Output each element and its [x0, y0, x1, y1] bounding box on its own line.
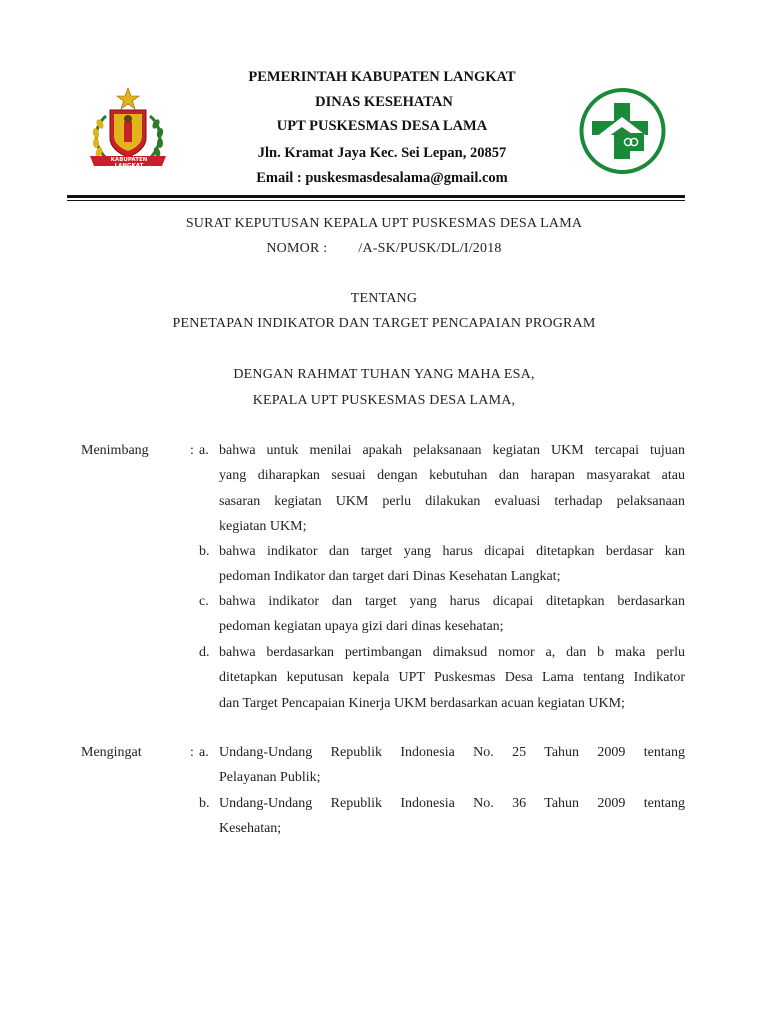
item-line: Kesehatan; — [219, 821, 282, 837]
letterhead-government: PEMERINTAH KABUPATEN LANGKAT — [248, 69, 516, 85]
letterhead-address: Jln. Kramat Jaya Kec. Sei Lepan, 20857 — [257, 145, 507, 161]
item-line: pedoman kegiatan upaya gizi dari dinas kesehatan; — [219, 619, 504, 635]
item-letter: a. — [199, 745, 209, 760]
item-line: yang diharapkan sesuai dengan kebutuhan dan harapan masyarakat atau — [219, 468, 685, 484]
letterhead-agency: DINAS KESEHATAN — [315, 94, 453, 110]
item-line: bahwa indikator dan target yang harus dicapai ditetapkan berdasar kan — [219, 544, 685, 559]
item-line: dan Target Pencapaian Kinerja UKM berdasarkan acuan kegiatan UKM; — [219, 695, 625, 711]
letterhead-unit: UPT PUSKESMAS DESA LAMA — [276, 118, 488, 134]
decree-number-value: /A-SK/PUSK/DL/I/2018 — [358, 241, 502, 256]
item-line: Undang-Undang Republik Indonesia No. 25 Tahun 2009 tentang — [219, 745, 685, 760]
item-letter: d. — [199, 645, 210, 660]
item-line: Undang-Undang Republik Indonesia No. 36 Tahun 2009 tentang — [219, 796, 685, 811]
mengingat-item-a — [199, 740, 685, 791]
puskesmas-logo-icon — [578, 87, 667, 175]
mengingat-colon: : — [190, 745, 194, 760]
decree-number-label: NOMOR : — [266, 241, 328, 256]
decree-title: SURAT KEPUTUSAN KEPALA UPT PUSKESMAS DESA LAMA — [185, 216, 583, 231]
menimbang-item-a — [199, 438, 685, 539]
item-letter: c. — [199, 594, 209, 609]
letterhead-email: Email : puskesmasdesalama@gmail.com — [256, 170, 508, 186]
emblem-ribbon-text: KABUPATEN LANGKAT — [110, 157, 148, 169]
item-line: bahwa untuk menilai apakah pelaksanaan kegiatan UKM tercapai tujuan — [219, 443, 685, 458]
menimbang-colon: : — [190, 443, 194, 458]
opening-line-2: KEPALA UPT PUSKESMAS DESA LAMA, — [252, 393, 516, 408]
menimbang-label: Menimbang — [81, 443, 149, 458]
letterhead-divider-thick — [67, 195, 685, 198]
menimbang-item-c — [199, 589, 685, 640]
item-line: sasaran kegiatan UKM perlu dilakukan evaluasi terhadap pelaksanaan — [219, 493, 685, 509]
item-line: bahwa indikator dan target yang harus dicapai ditetapkan berdasarkan — [219, 594, 685, 609]
decree-subject: PENETAPAN INDIKATOR DAN TARGET PENCAPAIAN PROGRAM — [172, 316, 596, 331]
letterhead-divider-thin — [67, 200, 685, 201]
item-letter: b. — [199, 796, 210, 811]
item-line: ditetapkan keputusan kepala UPT Puskesmas Desa Lama tentang Indikator — [219, 670, 685, 686]
item-letter: a. — [199, 443, 209, 458]
menimbang-item-d — [199, 640, 685, 716]
item-line: Pelayanan Publik; — [219, 770, 321, 786]
menimbang-item-b — [199, 539, 685, 590]
tentang-heading: TENTANG — [350, 291, 418, 306]
item-line: kegiatan UKM; — [219, 518, 307, 534]
item-line: pedoman Indikator dan target dari Dinas Kesehatan Langkat; — [219, 569, 561, 585]
mengingat-item-b — [199, 791, 685, 842]
item-letter: b. — [199, 544, 210, 559]
item-line: bahwa berdasarkan pertimbangan dimaksud nomor a, dan b maka perlu — [219, 645, 685, 660]
mengingat-label: Mengingat — [81, 745, 142, 760]
opening-line-1: DENGAN RAHMAT TUHAN YANG MAHA ESA, — [233, 367, 535, 382]
decree-number — [0, 241, 768, 257]
